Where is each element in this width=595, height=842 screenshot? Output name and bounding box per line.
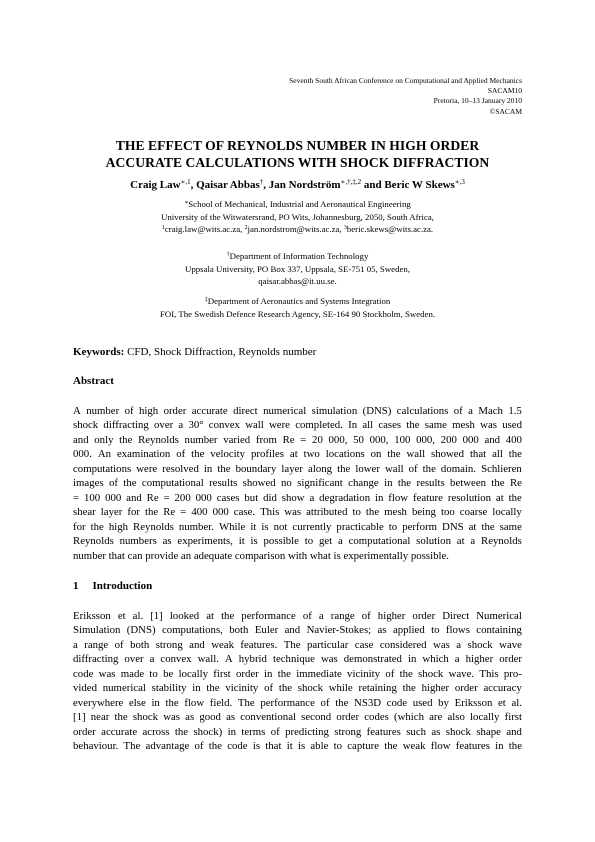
text-line: A number of high order accurate direct numerical simulation (DNS) calculations of a Mach 1.5 [73,405,522,417]
affiliation-line: School of Mechanical, Industrial and Aeronautical Engineering [188,199,411,209]
text-line: shear layer for the Re = 400 000 case. This was attributed to the mesh being too coarse locally [73,506,522,519]
author-emails [40,223,555,236]
author-marks: ∗,†,‡,2 [340,178,362,186]
author-separator: and [361,179,385,191]
affiliation-mark: ‡ [204,297,208,303]
text-line: and only the Reynolds number varied from Re = 20 000, 50 000, 100 000, 200 000 and 400 [73,433,522,446]
text-line: computations were resolved in the boundary layer along the lower wall of the domain. Schlieren [73,462,522,475]
keywords [73,346,316,358]
text-line: [1] near the shock was as good as conventional second order codes (which are also locally first [73,711,522,724]
author-name: Beric W Skews [384,179,455,191]
abstract-heading: Abstract [73,375,114,387]
text-line: number that can provide an adequate comparison with what is experimentally possible. [73,549,449,562]
email-address: jan.nordstrom@wits.ac.za, [247,224,344,234]
text-line: vided numerical stability in the vicinity of the shock while retaining the higher order accuracy [73,682,522,695]
affiliation-line: University of the Witwatersrand, PO Wits, Johannesburg, 2050, South Africa, [161,211,434,222]
text-line: shock diffracting over a 30° convex wall were completed. In all cases the same mesh was used [73,419,522,432]
author-marks: ∗,1 [180,178,191,186]
affiliation-mark: † [226,252,230,258]
text-line: = 100 000 and Re = 200 000 cases but did show a degradation in flow feature resolution at the [73,491,522,504]
conference-acronym: SACAM10 [487,86,522,96]
author-marks: ∗,3 [454,178,465,186]
affiliation-uppsala [40,250,555,288]
affiliation-line: Department of Aeronautics and Systems Integration [207,296,391,306]
author-name: Jan Nordström [268,179,341,191]
email-address: beric.skews@wits.ac.za. [346,224,434,234]
author-separator: , [190,179,197,191]
affiliation-line: Uppsala University, PO Box 337, Uppsala, SE-751 05, Sweden, [185,263,410,274]
abstract-body [73,404,522,563]
title-line: ACCURATE CALCULATIONS WITH SHOCK DIFFRACTION [105,154,490,170]
text-line: behaviour. The advantage of the code is that it is able to capture the weak flow features in the [73,740,522,753]
conference-copyright: ©SACAM [489,106,522,116]
title-line: THE EFFECT OF REYNOLDS NUMBER IN HIGH ORDER [115,138,480,153]
author-list [40,179,555,192]
email-address: craig.law@wits.ac.za, [164,224,245,234]
author-name: Craig Law [130,179,181,191]
email-mark: 1 [161,225,165,231]
text-line: images of the computational results showed no significant change in the results between the Re [73,477,522,490]
text-line: Eriksson et al. [1] looked at the performance of a range of higher order Direct Numerical [73,610,522,622]
text-line: 000. An examination of the velocity profiles at two locations on the wall showed that all the [73,448,522,461]
section-heading [73,580,152,592]
author-name: Qaisar Abbas [196,179,260,191]
author-marks: † [259,178,264,186]
text-line: for the high Reynolds number. While it is not currently practicable to perform DNS at the same [73,520,522,533]
text-line: Reynolds numbers as experiments, it is possible to get a computational solution at a Reynolds [73,535,522,548]
affiliation-mark: ∗ [184,200,189,206]
text-line: order accurate across the shock) in terms of predicting strong features such as shock shape and [73,725,522,738]
keywords-text: CFD, Shock Diffraction, Reynolds number [124,346,317,358]
conference-header [289,76,522,117]
email-mark: 2 [244,225,248,231]
affiliation-line: FOI, The Swedish Defence Research Agency, SE-164 90 Stockholm, Sweden. [159,308,436,319]
conference-name: Seventh South African Conference on Computational and Applied Mechanics [289,76,522,85]
affiliation-line: qaisar.abbas@it.uu.se. [258,276,337,286]
affiliation-line: Department of Information Technology [229,251,369,261]
affiliation-wits [40,198,555,236]
paper-title [60,138,535,171]
affiliation-foi [40,295,555,320]
keywords-label: Keywords: [73,346,125,358]
text-line: Simulation (DNS) computations, both Euler and Navier-Stokes; as applied to flows containing [73,624,522,637]
introduction-body [73,609,522,754]
text-line: a range of both strong and weak features. The particular case considered was a shock wave [73,638,522,651]
author-separator: , [263,179,269,191]
conference-dates: Pretoria, 10–13 January 2010 [433,96,522,106]
text-line: diffracting over a convex wall. A hybrid technique was demonstrated in which a higher order [73,653,522,666]
text-line: everywhere else in the flow field. The performance of the NS3D code used by Eriksson et al. [73,696,522,709]
section-number: 1 [73,580,79,592]
email-mark: 3 [343,225,347,231]
text-line: code was made to be locally first order in the immediate vicinity of the shock wave. This pro- [73,667,522,680]
section-title: Introduction [92,580,153,592]
